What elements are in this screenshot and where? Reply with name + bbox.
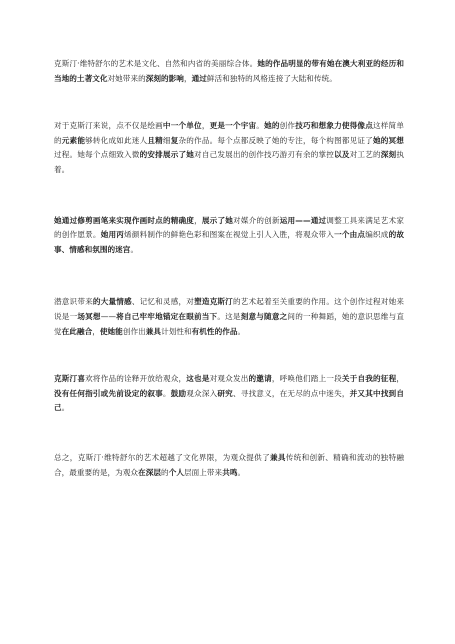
text-run: ，呼唤他们踏上一段 [271, 374, 342, 384]
text-run: ， [92, 326, 100, 336]
text-run: ， [396, 374, 405, 384]
bold-text-run: 以及 [334, 150, 350, 160]
bold-text-run: 并又其中找到自己 [54, 388, 404, 413]
bold-text-run: 研究 [217, 388, 233, 398]
text-run: 、寻找意义，在无尽的点中迷失， [232, 388, 350, 398]
text-run: 调整工具来满足艺术家的创作愿景。 [54, 215, 404, 240]
bold-text-run: 这也是 [186, 374, 210, 384]
bold-text-run: 有机性的作品 [191, 326, 238, 336]
text-run: 。 [237, 326, 246, 336]
bold-text-run: 运用——通过 [279, 215, 327, 225]
bold-text-run: 鼓励 [170, 388, 187, 398]
text-run: 。 [61, 403, 70, 413]
text-run: 烯颜料制作的鲜艳色彩和图案在视觉上引人入胜，将观众带入 [124, 230, 335, 240]
text-run: 传统和创新、精确和流动的独特融合，最重要的是，为观众 [54, 452, 405, 477]
text-run: 间的一种舞蹈，她的意识思维与直觉 [54, 311, 405, 336]
text-run: 的 [161, 467, 169, 477]
bold-text-run: 的故事、情感和氛围的迷宫 [54, 230, 404, 254]
bold-text-run: 元素能 [61, 135, 86, 145]
text-run: 克斯汀·维特舒尔的艺术是文化、自然和内省的美丽综合体。 [54, 59, 258, 68]
text-run: 。这是 [217, 311, 241, 321]
bold-text-run: 她的作品明显的带有她在澳大利亚的经历和当地的土著文化 [54, 59, 404, 83]
bold-text-run: 中一个单位 [162, 121, 202, 131]
text-run: 这样简单的 [54, 121, 404, 145]
bold-text-run: 技巧和想象力使得像点 [295, 121, 373, 131]
text-run: 执着。 [54, 150, 404, 174]
bold-text-run: 深刻 [380, 150, 397, 160]
text-run: 编织成 [365, 230, 389, 240]
bold-text-run: 深刻的影响 [145, 73, 184, 83]
text-run: 。 [162, 388, 171, 398]
bold-text-run: 兼具 [269, 452, 286, 462]
bold-text-run: 将自己牢牢地锚定在眼前当下 [116, 311, 218, 321]
text-run: —— [100, 311, 117, 321]
text-run: ， [183, 73, 192, 83]
bold-text-run: 的安排展示了她 [139, 150, 195, 160]
text-run: 细 [162, 135, 171, 145]
text-run: 。 [256, 121, 265, 131]
bold-text-run: 个人 [168, 467, 184, 477]
document-page [54, 57, 404, 480]
bold-text-run: 兼具 [145, 326, 162, 336]
bold-text-run: 没有任何指引或先前设定的叙事 [54, 388, 163, 398]
bold-text-run: 她的冥想 [372, 135, 404, 145]
bold-text-run: 刻意与随意之 [240, 311, 288, 321]
text-run: ， [201, 121, 210, 131]
text-run: 欢将作品的诠释开放给观众， [85, 374, 187, 384]
text-run: 总之，克斯汀·维特舒尔的艺术超越了文化界限，为观众提供了 [54, 452, 270, 462]
paragraph-3 [54, 214, 404, 258]
text-run: 。 [130, 244, 139, 254]
bold-text-run: 展示了她 [201, 215, 234, 225]
text-run: 层面上带来 [183, 467, 223, 477]
bold-text-run: 使她能 [99, 326, 123, 336]
text-run: 杂的作品。每个点都反映了她的专注，每个构图都见证了 [178, 135, 373, 145]
bold-text-run: 克斯汀喜 [54, 374, 86, 384]
text-run: 对工艺的 [349, 150, 381, 160]
bold-text-run: 在深层 [138, 467, 162, 477]
bold-text-run: 她用丙 [100, 230, 125, 240]
text-run: 对观众发出 [209, 374, 249, 384]
text-run: 够转化成如此迷人 [85, 135, 148, 145]
text-run: 创作 [279, 121, 296, 131]
text-run: 。 [237, 467, 246, 477]
text-run: 对自己发展出的创作技巧游刃有余的掌控 [194, 150, 335, 160]
text-run: 观众深入 [186, 388, 218, 398]
paragraph-6 [54, 451, 404, 480]
bold-text-run: 的邀请 [248, 374, 272, 384]
bold-text-run: 通过 [191, 73, 207, 83]
text-run: 创作出 [122, 326, 146, 336]
bold-text-run: 且精 [147, 135, 163, 145]
bold-text-run: 关于自我的征程 [341, 374, 397, 384]
paragraph-1 [54, 57, 404, 86]
text-run: 的艺术起着至关重要的作用。这个创作过程对她来说是一 [54, 297, 404, 321]
text-run: ， [194, 215, 202, 225]
bold-text-run: 场冥想 [77, 311, 101, 321]
text-run: 潜意识带来 [54, 297, 93, 307]
text-run: 对媒介的创新 [233, 215, 280, 225]
paragraph-4 [54, 295, 404, 339]
text-run: 对于克斯汀来说，点不仅是绘画 [54, 121, 163, 131]
paragraph-2 [54, 119, 404, 177]
text-run: 计划性和 [161, 326, 192, 336]
bold-text-run: 的大量情感 [92, 297, 132, 307]
bold-text-run: 复 [170, 135, 179, 145]
bold-text-run: 她通过修剪画笔来实现作画时点的精确度 [54, 215, 195, 225]
bold-text-run: 在此融合 [61, 326, 93, 336]
bold-text-run: 一个由点 [334, 230, 366, 240]
bold-text-run: 塑造克斯汀 [194, 297, 233, 307]
text-run: 鲜活和独特的风格连接了大陆和传统。 [206, 73, 337, 83]
paragraph-5 [54, 372, 404, 416]
text-run: 对她带来的 [107, 73, 146, 83]
bold-text-run: 共鸣 [222, 467, 238, 477]
bold-text-run: 她的 [264, 121, 280, 131]
text-run: 、记忆和灵感，对 [131, 297, 195, 307]
text-run: 过程。她每个点细致入微 [54, 150, 140, 160]
bold-text-run: 更是一个宇宙 [209, 121, 257, 131]
